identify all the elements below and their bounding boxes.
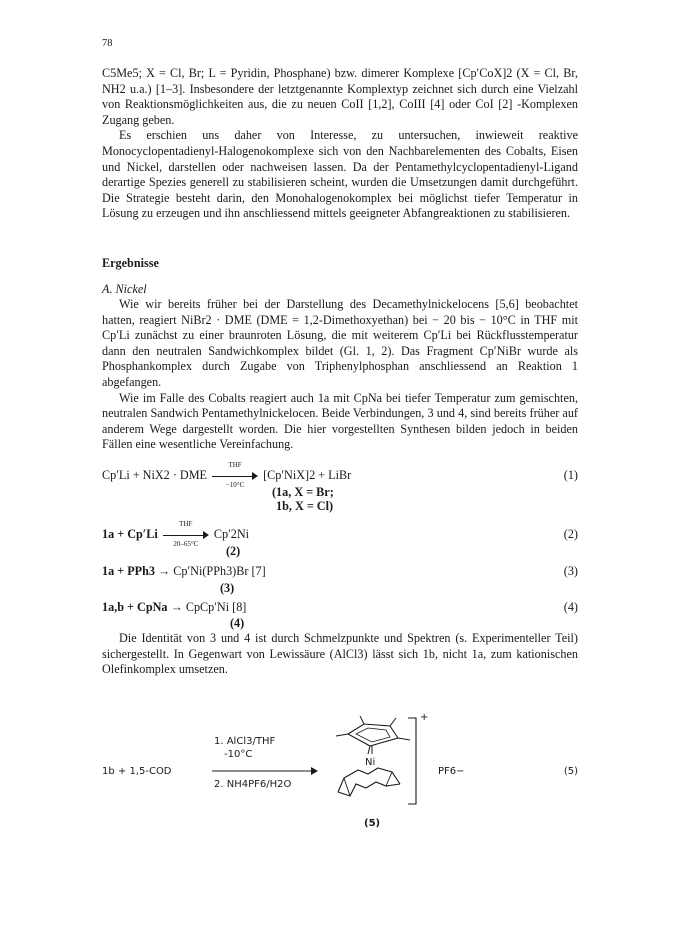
eq3-sub1: (3) (220, 581, 235, 595)
reaction-scheme-5 (102, 712, 578, 832)
conclusion-paragraph: Die Identität von 3 und 4 ist durch Schmelzpunkte und Spektren (s. Experimenteller Teil) sichergestellt. In Gegenwart von Lewissäure (AlCl3) lässt sich 1b, nicht 1a, zum kationischen Olefinkomplex umsetzen. (102, 631, 578, 677)
eq1-sub1: (1a, X = Br; (272, 485, 334, 499)
eq4-sub1: (4) (230, 616, 245, 630)
eq1-arrow-above: THF (228, 461, 242, 470)
equation-1 (102, 461, 578, 490)
scheme-step2: 2. NH4PF6/H2O (214, 779, 292, 790)
equation-4 (102, 600, 578, 616)
scheme-reactants: 1b + 1,5-COD (102, 766, 172, 777)
scheme-step1: 1. AlCl3/THF (214, 736, 276, 747)
eq4-left: 1a,b + CpNa (102, 600, 168, 614)
page-number: 78 (102, 38, 113, 49)
eq1-sub2: 1b, X = Cl) (276, 499, 334, 513)
reaction-arrow-icon: → (170, 600, 183, 614)
eq2-number: (2) (563, 527, 578, 541)
intro-paragraph-1: C5Me5; X = Cl, Br; L = Pyridin, Phosphane) bzw. dimerer Komplexe [Cp′CoX]2 (X = Cl, Br, NH2 u.a.) [1–3]. Insbesondere der letztgenannte Komplextyp zeichnet sich durch eine Vielzahl von Reaktionsmöglichkeiten aus, die zu neuen CoII [1,2], CoIII [4] oder CoI [2] -Komplexen Zugang geben. (102, 66, 578, 127)
intro-text (102, 66, 578, 222)
eq1-left: Cp′Li + NiX2 · DME (102, 468, 208, 482)
scheme-charge: + (420, 712, 429, 723)
eq4-right: CpCp′Ni [8] (185, 600, 247, 614)
nickel-text (102, 297, 578, 453)
section-heading: Ergebnisse (102, 256, 159, 270)
eq2-right: Cp′2Ni (213, 527, 250, 541)
reaction-arrow-icon (212, 461, 258, 490)
eq3-number: (3) (563, 564, 578, 578)
eq1-right: [Cp′NiX]2 + LiBr (263, 468, 352, 482)
conclusion-text (102, 631, 578, 678)
reaction-arrow-icon (163, 520, 209, 549)
intro-paragraph-2: Es erschien uns daher von Interesse, zu untersuchen, inwieweit reaktive Monocyclopentadienyl-Halogenokomplexe sich von den Nachbarelementen des Cobalts, Eisen und Nickel, darstellen oder nachweisen lassen. Da der Pentamethylcyclopentadienyl-Ligand derartige Spezies generell zu stabilisieren scheint, wurden die Umsetzungen damit durchgeführt. Die Strategie besteht darin, den Monohalogenokomplex bei möglichst tiefer Temperatur in Lösung zu erzeugen und ihn anschliessend mittels geeigneter Abfangreaktionen zu stabilisieren. (102, 128, 578, 221)
eq3-left: 1a + PPh3 (102, 564, 155, 578)
scheme-temp: -10°C (224, 749, 253, 760)
nickel-paragraph-1: Wie wir bereits früher bei der Darstellung des Decamethylnickelocens [5,6] beobachtet hatten, reagiert NiBr2 · DME (DME = 1,2-Dimethoxyethan) bei − 20 bis − 10°C in THF mit Cp′Li zunächst zu einer braunroten Lösung, die mit weiterem Cp′Li bei Rückflusstemperatur dann den neutralen Sandwichkomplex bildet (Gl. 1, 2). Das Fragment Cp′NiBr wurde als Phosphankomplex durch Zugabe von Triphenylphosphan anschliessend an Reaktion 1 abgefangen. (102, 297, 578, 389)
eq2-arrow-above: THF (179, 520, 193, 529)
nickel-paragraph-2: Wie im Falle des Cobalts reagiert auch 1a mit CpNa bei tiefer Temperatur zum gemischten, neutralen Sandwich Pentamethylnickelocen. Beide Verbindungen, 3 und 4, sind bereits früher auf anderem Wege dargestellt worden. Die hier vorgestellten Synthesen bilden jedoch in beiden Fällen eine wesentliche Vereinfachung. (102, 390, 578, 452)
scheme-counterion: PF6− (438, 766, 465, 777)
scheme-number: (5) (563, 766, 578, 777)
equation-2 (102, 520, 578, 549)
eq2-arrow-below: 20–65°C (173, 540, 199, 549)
eq2-left: 1a + Cp′Li (102, 527, 158, 541)
subsection-heading: A. Nickel (102, 282, 147, 296)
scheme-metal: Ni (365, 757, 376, 768)
eq1-number: (1) (563, 468, 578, 482)
reaction-arrow-icon (212, 766, 318, 776)
reaction-arrow-icon: → (158, 564, 171, 578)
scheme-compound-label: (5) (364, 818, 381, 829)
equation-3 (102, 564, 578, 580)
eq2-sub1: (2) (226, 544, 241, 558)
eq4-number: (4) (563, 600, 578, 614)
eq3-right: Cp′Ni(PPh3)Br [7] (173, 564, 266, 578)
eq1-arrow-below: −10°C (225, 481, 245, 490)
